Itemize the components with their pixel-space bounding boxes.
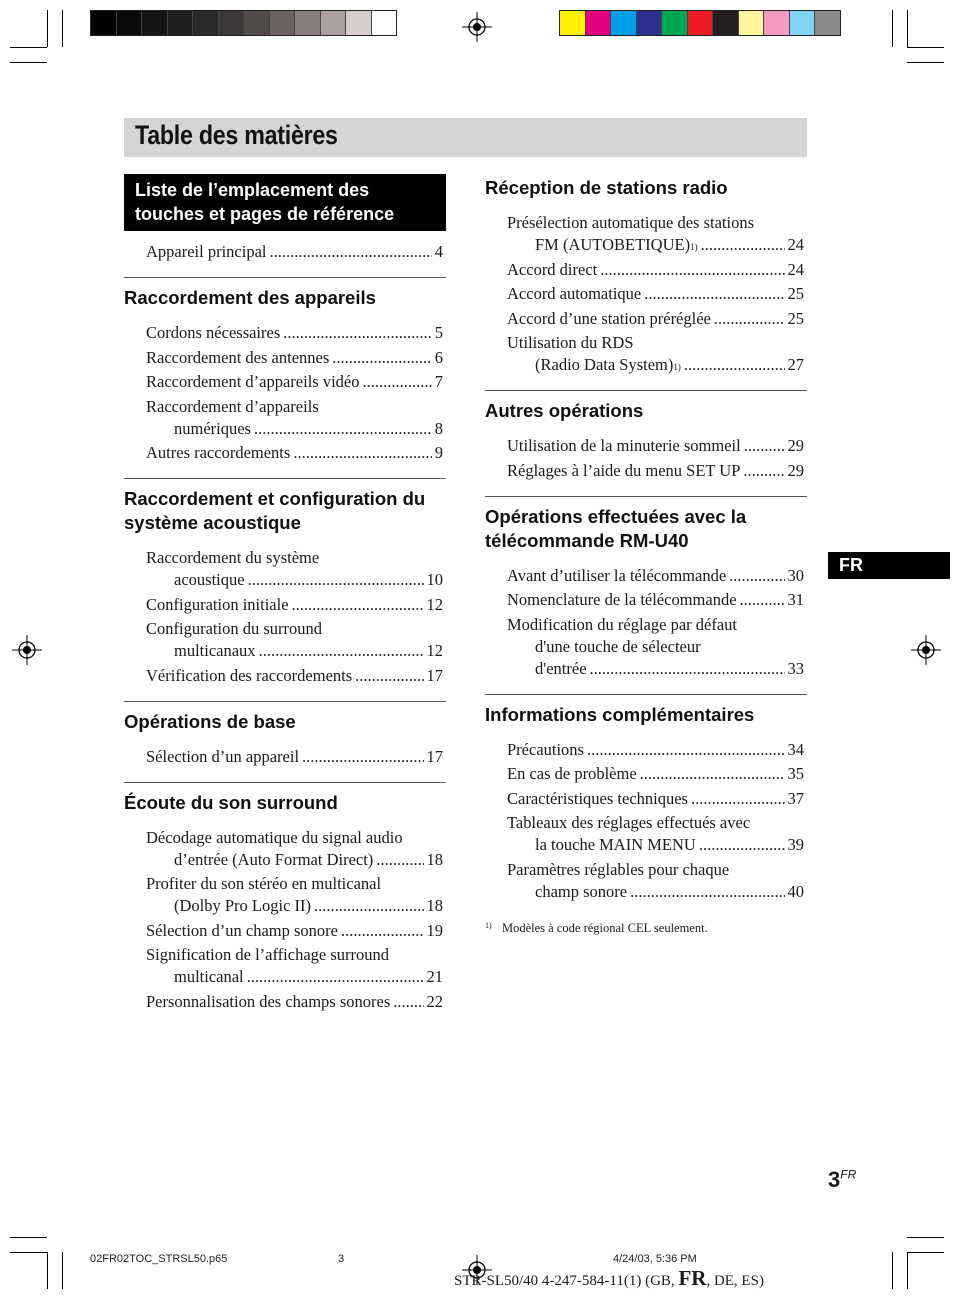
color-calibration-bar xyxy=(559,10,841,36)
title-banner xyxy=(124,118,807,157)
color-swatch xyxy=(372,11,397,35)
toc-entry xyxy=(146,746,443,768)
toc-entry-line xyxy=(146,991,443,1013)
toc-entry xyxy=(146,665,443,687)
dot-leader xyxy=(701,234,785,256)
crop-mark xyxy=(907,62,944,63)
color-swatch xyxy=(219,11,245,35)
toc-entry xyxy=(146,944,443,988)
toc-entry-line xyxy=(146,371,443,393)
toc-entry-line xyxy=(146,966,443,988)
footnote xyxy=(485,921,807,936)
toc-section xyxy=(485,174,807,376)
toc-entry-list xyxy=(124,827,446,1013)
toc-entry-line xyxy=(146,640,443,662)
toc-entry xyxy=(507,788,804,810)
toc-entry-text: Réglages à l’aide du menu SET UP xyxy=(507,460,741,480)
toc-entry-text: Décodage automatique du signal audio xyxy=(146,827,403,847)
toc-entry-text: Personnalisation des champs sonores xyxy=(146,991,391,1011)
dot-leader xyxy=(590,658,785,680)
footer-date: 4/24/03, 5:36 PM xyxy=(613,1253,697,1265)
toc-entry-line xyxy=(507,739,804,761)
toc-entry-text: Avant d’utiliser la télécommande xyxy=(507,565,727,585)
black-section-heading: Liste de l’emplacement des touches et pages de référence xyxy=(124,174,446,231)
toc-entry xyxy=(507,739,804,761)
footer-model-bold: FR xyxy=(678,1266,707,1290)
page-ref: 35 xyxy=(787,764,804,783)
toc-entry-text: Configuration du surround xyxy=(146,619,322,638)
toc-entry xyxy=(507,812,804,856)
toc-entry xyxy=(507,259,804,281)
toc-entry-text: Caractéristiques techniques xyxy=(507,788,688,808)
dot-leader xyxy=(332,347,431,369)
color-swatch xyxy=(91,11,117,35)
toc-section xyxy=(485,496,807,680)
toc-entry-line xyxy=(146,347,443,369)
footer-model-prefix: STR-SL50/40 4-247-584-11(1) (GB, xyxy=(454,1273,679,1289)
page-ref: 17 xyxy=(426,665,443,685)
dot-leader xyxy=(247,966,424,988)
toc-entry-line xyxy=(507,658,804,680)
dot-leader xyxy=(691,788,785,810)
dot-leader xyxy=(729,565,784,587)
toc-entry xyxy=(507,565,804,587)
toc-entry-text: Cordons nécessaires xyxy=(146,323,281,342)
toc-entry-line: FM (AUTOBETIQUE) 1) ..... 24 xyxy=(507,234,804,256)
color-swatch xyxy=(739,11,765,35)
toc-entry-list xyxy=(485,435,807,482)
toc-entry-text: Raccordement d’appareils xyxy=(146,396,319,416)
toc-entry-text: multicanaux xyxy=(174,641,256,660)
toc-entry-text: Précautions xyxy=(507,739,584,759)
crop-mark xyxy=(907,1237,944,1238)
toc-entry xyxy=(507,212,804,256)
toc-entry xyxy=(146,594,443,616)
color-swatch xyxy=(688,11,714,35)
crop-mark xyxy=(907,1252,908,1289)
toc-section xyxy=(485,390,807,482)
toc-entry xyxy=(507,435,804,457)
toc-entry-line xyxy=(507,881,804,903)
footer-filename: 02FR02TOC_STRSL50.p65 xyxy=(90,1253,228,1265)
color-swatch xyxy=(713,11,739,35)
toc-entry-list xyxy=(124,322,446,464)
toc-entry xyxy=(507,859,804,903)
page-ref: 24 xyxy=(787,259,804,279)
toc-section xyxy=(124,782,446,1013)
page-ref: 9 xyxy=(434,443,443,462)
toc-entry-line xyxy=(507,308,804,330)
toc-entry-text: Modification du réglage par défaut xyxy=(507,614,737,634)
toc-entry-text: Raccordement des antennes xyxy=(146,347,330,367)
page-ref: 12 xyxy=(426,594,443,614)
crop-mark xyxy=(907,47,944,48)
page-title: Table des matières xyxy=(135,120,338,150)
toc-entry-line xyxy=(146,665,443,687)
grayscale-calibration-bar xyxy=(90,10,397,36)
toc-entry-text: Vérification des raccordements xyxy=(146,665,353,685)
section-heading: Informations complémentaires xyxy=(485,703,755,725)
dot-leader xyxy=(314,895,423,917)
toc-entry-text: Sélection d’un appareil xyxy=(146,746,300,766)
crop-mark xyxy=(907,10,908,47)
section-heading: Raccordement des appareils xyxy=(124,287,376,308)
dot-leader xyxy=(640,763,785,785)
dot-leader xyxy=(630,881,784,903)
toc-entry xyxy=(146,241,443,263)
dot-leader xyxy=(248,569,424,591)
color-swatch xyxy=(244,11,270,35)
dot-leader xyxy=(254,418,432,440)
toc-entry-line xyxy=(507,834,804,856)
toc-entry-line xyxy=(146,442,443,464)
toc-entry-line xyxy=(146,746,443,768)
page-ref: 19 xyxy=(426,920,443,940)
toc-section-list xyxy=(485,174,807,903)
dot-leader xyxy=(293,442,431,464)
page-ref: 4 xyxy=(434,242,443,261)
toc-left-column xyxy=(124,174,446,1027)
toc-entry-text: champ sonore xyxy=(535,881,628,901)
color-swatch xyxy=(295,11,321,35)
page-number-value: 3 xyxy=(828,1167,841,1192)
page-ref: 34 xyxy=(787,739,804,759)
toc-entry-text: En cas de problème xyxy=(507,764,637,783)
toc-entry-line xyxy=(507,283,804,305)
color-swatch xyxy=(142,11,168,35)
toc-entry-text: d'entrée xyxy=(535,658,587,678)
toc-entry-text: Tableaux des réglages effectués avec xyxy=(507,813,751,832)
page-ref: 12 xyxy=(426,641,443,660)
toc-entry-line xyxy=(146,920,443,942)
language-tab: FR xyxy=(828,552,950,579)
registration-target-icon xyxy=(12,635,42,665)
section-heading: Écoute du son surround xyxy=(124,791,338,813)
crop-mark xyxy=(10,1252,47,1253)
color-swatch xyxy=(168,11,194,35)
toc-entry-text: Utilisation du RDS xyxy=(507,333,634,352)
page-ref: 31 xyxy=(787,590,804,609)
toc-entry-line xyxy=(507,460,804,482)
toc-entry-line xyxy=(507,435,804,457)
toc-entry-list xyxy=(124,547,446,687)
dot-leader xyxy=(740,589,785,611)
toc-entry-text: numériques xyxy=(174,418,251,438)
dot-leader xyxy=(376,849,423,871)
dot-leader xyxy=(341,920,424,942)
dot-leader xyxy=(283,322,431,344)
toc-entry xyxy=(146,547,443,591)
toc-entry-text: Signification de l’affichage surround xyxy=(146,945,389,964)
registration-target-icon xyxy=(462,12,492,42)
toc-entry xyxy=(146,322,443,344)
toc-entry-line xyxy=(146,322,443,344)
page-number xyxy=(828,1167,856,1193)
color-swatch xyxy=(270,11,296,35)
toc-entry-text: la touche MAIN MENU xyxy=(535,835,696,854)
color-swatch xyxy=(586,11,612,35)
toc-entry-text: (Dolby Pro Logic II) xyxy=(174,896,312,915)
page-ref: 10 xyxy=(426,570,443,589)
page-ref: 25 xyxy=(787,308,804,328)
toc-entry xyxy=(146,920,443,942)
color-swatch xyxy=(346,11,372,35)
toc-entry xyxy=(507,614,804,680)
toc-entry-text: multicanal xyxy=(174,967,244,986)
color-swatch xyxy=(321,11,347,35)
page-ref: 39 xyxy=(787,835,804,854)
dot-leader xyxy=(600,259,784,281)
page-ref: 40 xyxy=(787,881,804,901)
crop-mark xyxy=(10,1237,47,1238)
color-swatch xyxy=(662,11,688,35)
crop-mark xyxy=(10,47,47,48)
toc-entry xyxy=(146,873,443,917)
dot-leader xyxy=(644,283,784,305)
toc-entry-text: Sélection d’un champ sonore xyxy=(146,920,338,940)
toc-entry xyxy=(507,763,804,785)
toc-entry-text: Nomenclature de la télécommande xyxy=(507,590,737,609)
footnote-text: Modèles à code régional CEL seulement. xyxy=(502,920,708,935)
toc-entry xyxy=(146,396,443,440)
toc-entry-text: Accord automatique xyxy=(507,284,642,303)
page-ref: 27 xyxy=(787,355,804,374)
page-number-suffix: FR xyxy=(840,1167,857,1182)
page-ref: 33 xyxy=(787,658,804,678)
page-ref: 29 xyxy=(787,436,804,455)
toc-entry-text: d'une touche de sélecteur xyxy=(535,636,701,656)
crop-mark xyxy=(47,10,48,47)
toc-entry xyxy=(146,618,443,662)
page-ref: 17 xyxy=(426,746,443,766)
toc-entry-list xyxy=(124,746,446,768)
page-ref: 24 xyxy=(787,235,804,254)
toc-entry xyxy=(146,371,443,393)
toc-section xyxy=(124,701,446,768)
color-swatch xyxy=(790,11,816,35)
page-ref: 5 xyxy=(434,323,443,342)
toc-entry-text: Présélection automatique des stations xyxy=(507,213,754,232)
dot-leader xyxy=(744,435,785,457)
toc-entry-text: Profiter du son stéréo en multicanal xyxy=(146,874,382,893)
section-heading: Opérations effectuées avec la télécommande RM-U40 xyxy=(485,505,747,551)
toc-entry-line: (Radio Data System) 1) ..... 27 xyxy=(507,354,804,376)
registration-target-icon xyxy=(911,635,941,665)
toc-entry xyxy=(507,460,804,482)
crop-mark xyxy=(47,1252,48,1289)
dot-leader xyxy=(684,354,785,376)
page-ref: 18 xyxy=(426,849,443,869)
toc-entry xyxy=(146,991,443,1013)
footer-page: 3 xyxy=(338,1253,345,1265)
toc-entry-line xyxy=(507,259,804,281)
toc-entry-list xyxy=(485,212,807,376)
color-swatch xyxy=(611,11,637,35)
toc-entry-list xyxy=(485,739,807,903)
toc-entry-text: d’entrée (Auto Format Direct) xyxy=(174,849,374,869)
page-ref: 37 xyxy=(787,788,804,808)
color-swatch xyxy=(815,11,840,35)
section-heading: Réception de stations radio xyxy=(485,177,728,198)
toc-entry-text: Configuration initiale xyxy=(146,594,289,614)
toc-entry xyxy=(507,589,804,611)
toc-section xyxy=(485,694,807,903)
crop-mark xyxy=(10,62,47,63)
toc-entry-text: Raccordement d’appareils vidéo xyxy=(146,372,360,391)
color-swatch xyxy=(193,11,219,35)
toc-entry-line xyxy=(146,895,443,917)
page-ref: 30 xyxy=(787,565,804,585)
section-heading: Raccordement et configuration du système acoustique xyxy=(124,488,426,533)
color-swatch xyxy=(764,11,790,35)
toc-entry-text: Accord d’une station préréglée xyxy=(507,308,711,328)
toc-entry-line xyxy=(507,565,804,587)
toc-entry-text: Raccordement du système xyxy=(146,548,320,567)
page-ref: 22 xyxy=(426,991,443,1011)
toc-entry xyxy=(146,347,443,369)
section-heading: Autres opérations xyxy=(485,400,644,421)
page-ref: 8 xyxy=(434,418,443,438)
toc-entry-line xyxy=(146,569,443,591)
toc-entry-line xyxy=(146,241,443,263)
dot-leader xyxy=(363,371,432,393)
page-ref: 18 xyxy=(426,896,443,915)
crop-mark xyxy=(892,10,893,47)
dot-leader xyxy=(355,665,423,687)
toc-entry-line xyxy=(507,589,804,611)
crop-mark xyxy=(892,1252,893,1289)
toc-entry-line xyxy=(507,788,804,810)
toc-entry-text: Appareil principal xyxy=(146,242,267,261)
toc-entry-text: Paramètres réglables pour chaque xyxy=(507,859,730,879)
dot-leader xyxy=(302,746,423,768)
dot-leader xyxy=(714,308,785,330)
toc-section-list xyxy=(124,277,446,1013)
dot-leader xyxy=(393,991,423,1013)
footnote-mark: 1) xyxy=(485,920,492,930)
toc-right-column xyxy=(485,174,807,936)
toc-entry xyxy=(146,827,443,871)
crop-mark xyxy=(62,1252,63,1289)
toc-entry-line xyxy=(507,763,804,785)
dot-leader xyxy=(587,739,785,761)
page-ref: 21 xyxy=(426,967,443,986)
dot-leader xyxy=(743,460,784,482)
toc-section xyxy=(124,478,446,687)
page-ref: 6 xyxy=(434,347,443,367)
page-ref: 25 xyxy=(787,284,804,303)
toc-entry-line xyxy=(146,849,443,871)
toc-entry-line xyxy=(146,594,443,616)
toc-entry xyxy=(507,332,804,376)
toc-entry-text: Autres raccordements xyxy=(146,443,291,462)
toc-section xyxy=(124,277,446,464)
toc-entry-text: Accord direct xyxy=(507,259,598,279)
page-ref: 7 xyxy=(434,372,443,391)
toc-entry-text: Utilisation de la minuterie sommeil xyxy=(507,436,741,455)
dot-leader xyxy=(259,640,424,662)
toc-entry-list xyxy=(124,241,446,263)
dot-leader xyxy=(270,241,432,263)
toc-entry-text: (Radio Data System) xyxy=(535,355,674,374)
toc-entry xyxy=(507,308,804,330)
toc-entry-text: acoustique xyxy=(174,570,245,589)
toc-entry-line xyxy=(146,418,443,440)
crop-mark xyxy=(907,1252,944,1253)
footer-model-info xyxy=(454,1266,764,1291)
dot-leader xyxy=(699,834,785,856)
toc-entry xyxy=(146,442,443,464)
page-ref: 29 xyxy=(787,460,804,480)
toc-entry-list xyxy=(485,565,807,680)
footer-model-suffix: , DE, ES) xyxy=(706,1273,764,1289)
color-swatch xyxy=(637,11,663,35)
toc-entry xyxy=(507,283,804,305)
crop-mark xyxy=(62,10,63,47)
color-swatch xyxy=(560,11,586,35)
dot-leader xyxy=(292,594,424,616)
toc-entry-text: FM (AUTOBETIQUE) xyxy=(535,235,691,254)
color-swatch xyxy=(117,11,143,35)
section-heading: Opérations de base xyxy=(124,710,296,732)
